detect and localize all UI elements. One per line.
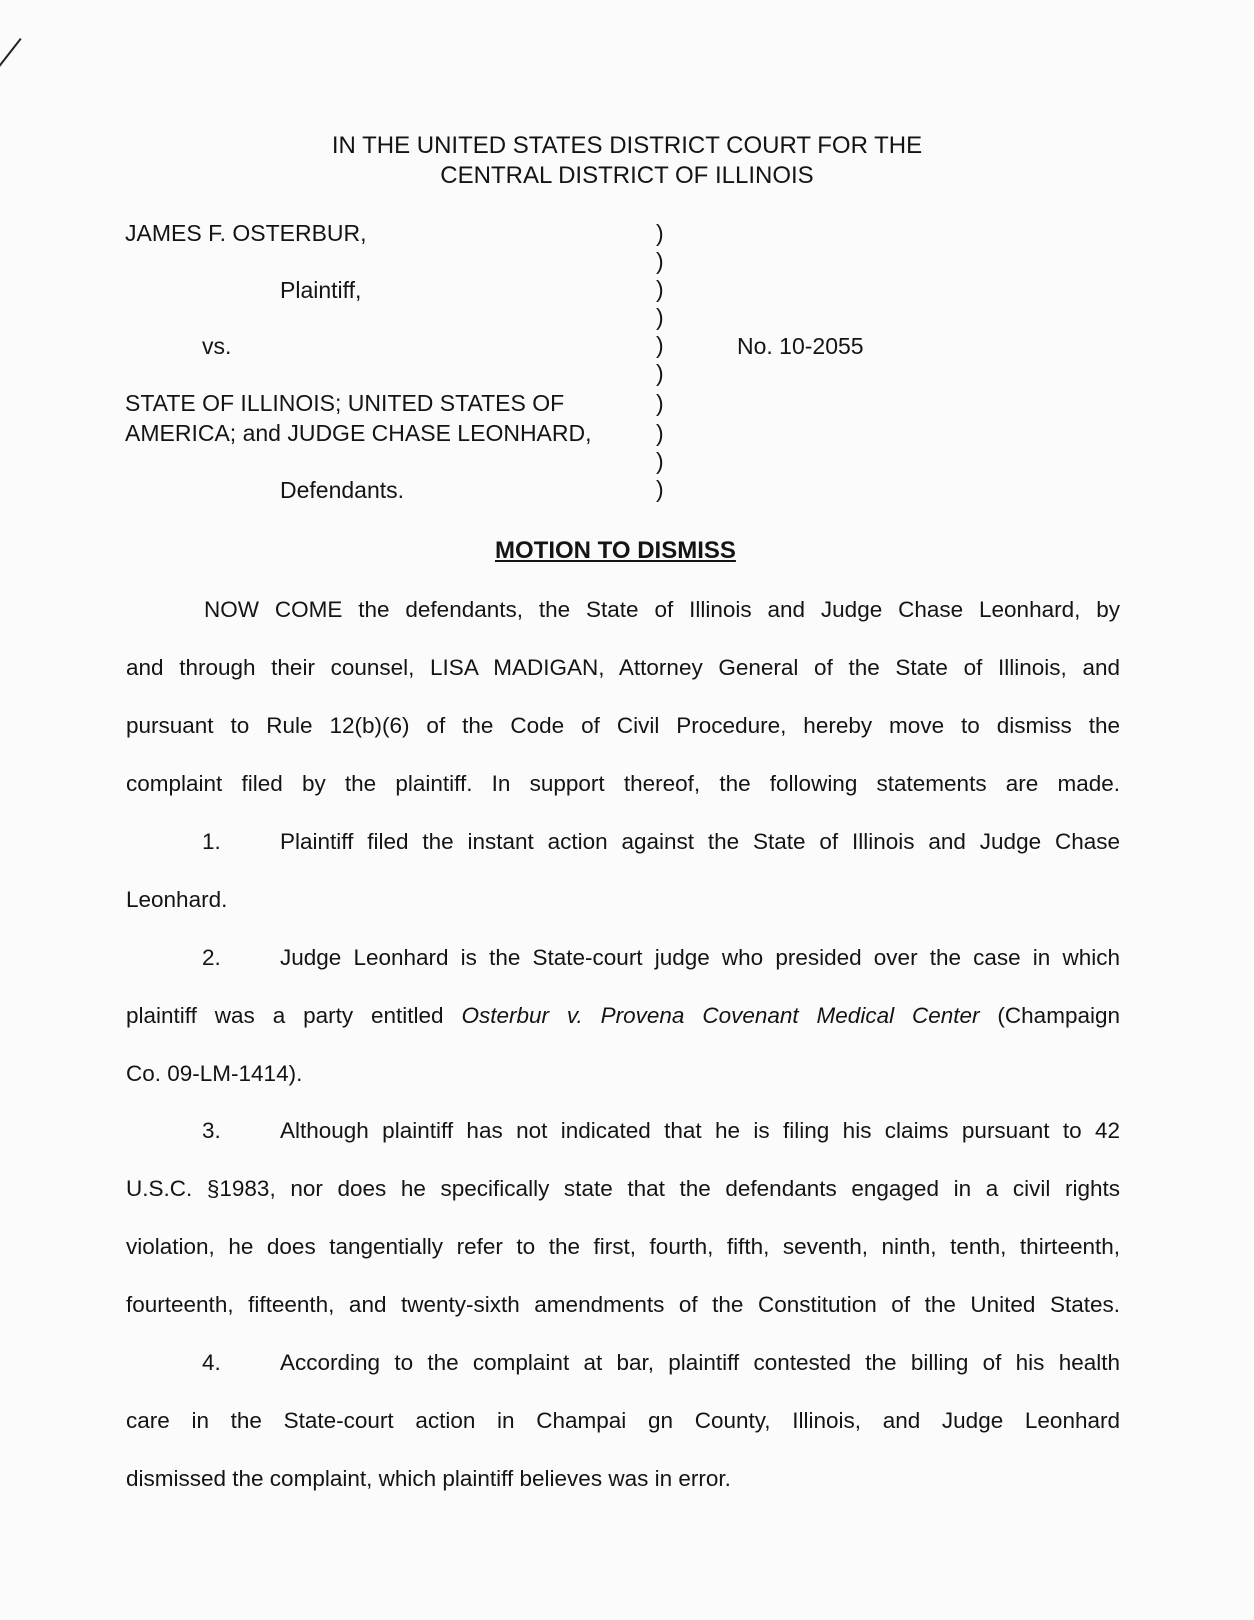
intro-line: complaint filed by the plaintiff. In support thereof, the following statements are made.	[126, 771, 1120, 796]
intro-line: and through their counsel, LISA MADIGAN, Attorney General of the State of Illinois, and	[126, 655, 1120, 680]
plaintiff-label: Plaintiff,	[280, 277, 362, 303]
paragraph-line: According to the complaint at bar, plaintiff contested the billing of his health	[280, 1350, 1120, 1375]
paragraph-number: 1.	[202, 829, 221, 854]
caption-paren: )	[656, 390, 664, 416]
court-header-line1: IN THE UNITED STATES DISTRICT COURT FOR THE	[331, 132, 923, 159]
case-text-post: (Champaign	[979, 1003, 1120, 1028]
paragraph-line: violation, he does tangentially refer to the first, fourth, fifth, seventh, ninth, tenth, thirteenth,	[126, 1234, 1120, 1259]
paragraph-number: 3.	[202, 1118, 221, 1143]
paragraph-line: Although plaintiff has not indicated that he is filing his claims pursuant to 42	[280, 1118, 1120, 1143]
paragraph-line: fourteenth, fifteenth, and twenty-sixth amendments of the Constitution of the United States.	[126, 1292, 1120, 1317]
motion-title: MOTION TO DISMISS	[495, 537, 736, 564]
case-text-pre: plaintiff was a party entitled	[126, 1003, 462, 1028]
defendants-line1: STATE OF ILLINOIS; UNITED STATES OF	[125, 390, 565, 416]
paragraph-line: Judge Leonhard is the State-court judge who presided over the case in which	[280, 945, 1120, 970]
caption-paren: )	[656, 360, 664, 386]
caption-paren: )	[656, 276, 664, 302]
paragraph-number: 2.	[202, 945, 221, 970]
case-citation: Osterbur v. Provena Covenant Medical Center	[461, 1003, 980, 1028]
paragraph-line: U.S.C. §1983, nor does he specifically state that the defendants engaged in a civil rights	[126, 1176, 1120, 1201]
plaintiff-name: JAMES F. OSTERBUR,	[125, 220, 367, 246]
caption-paren: )	[656, 248, 664, 274]
caption-paren: )	[656, 448, 664, 474]
pen-mark	[0, 38, 22, 93]
paragraph-number: 4.	[202, 1350, 221, 1375]
paragraph-line: dismissed the complaint, which plaintiff believes was in error.	[126, 1466, 731, 1491]
paragraph-line: Plaintiff filed the instant action against the State of Illinois and Judge Chase	[280, 829, 1120, 854]
paragraph-line: Leonhard.	[126, 887, 228, 912]
defendants-label: Defendants.	[280, 477, 405, 503]
caption-paren: )	[656, 332, 664, 358]
case-number: No. 10-2055	[737, 333, 864, 359]
caption-paren: )	[656, 476, 664, 502]
intro-line: NOW COME the defendants, the State of Illinois and Judge Chase Leonhard, by	[204, 597, 1120, 622]
caption-paren: )	[656, 220, 664, 246]
intro-line: pursuant to Rule 12(b)(6) of the Code of Civil Procedure, hereby move to dismiss the	[126, 713, 1120, 738]
paragraph-line: Co. 09-LM-1414).	[126, 1061, 303, 1086]
defendants-line2: AMERICA; and JUDGE CHASE LEONHARD,	[125, 420, 592, 446]
paragraph-line: care in the State-court action in Champai gn County, Illinois, and Judge Leonhard	[126, 1408, 1120, 1433]
caption-paren: )	[656, 304, 664, 330]
versus-label: vs.	[202, 333, 232, 359]
paragraph-line	[126, 1003, 1120, 1029]
caption-paren: )	[656, 420, 664, 446]
court-header-line2: CENTRAL DISTRICT OF ILLINOIS	[440, 162, 814, 189]
